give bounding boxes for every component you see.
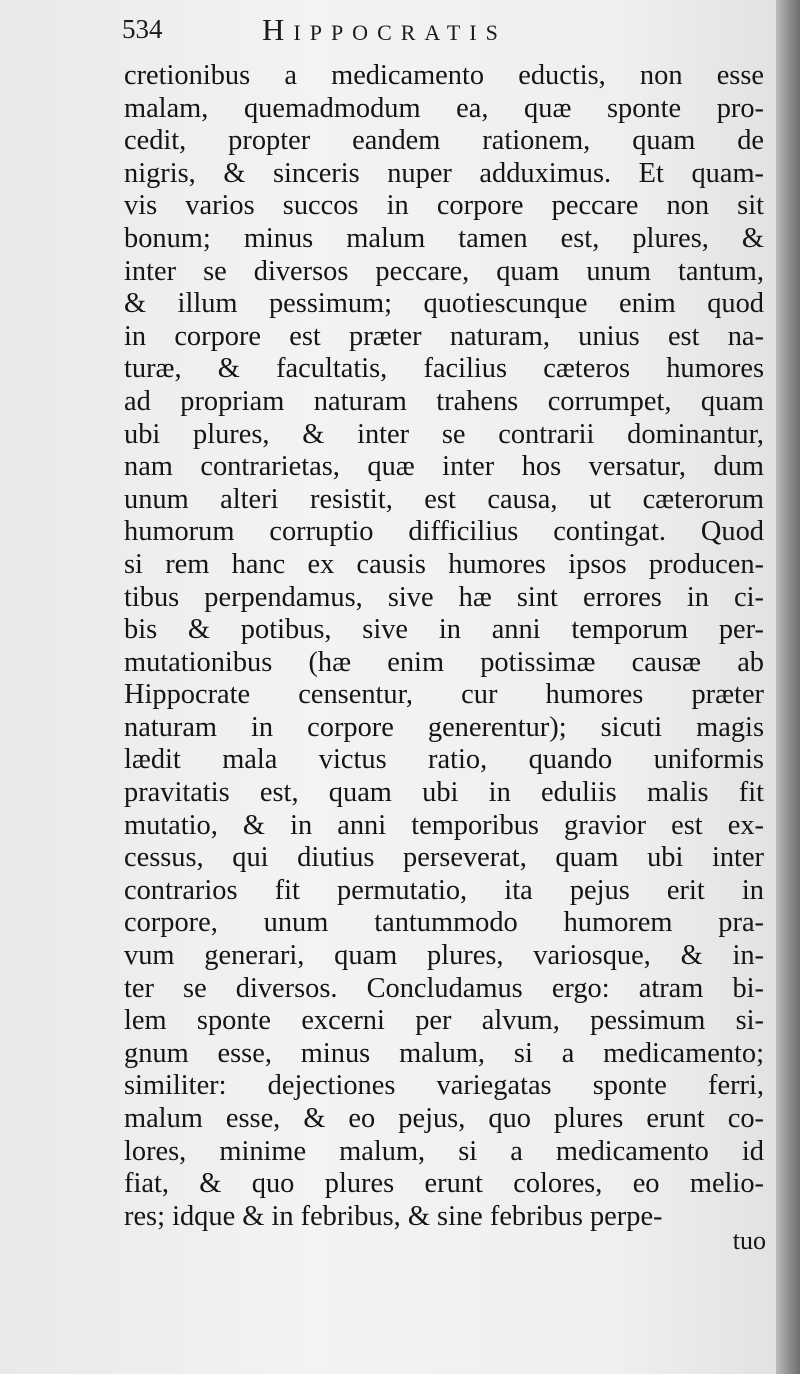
text-line: vis varios succos in corpore peccare non sit [124,190,764,222]
text-line: pravitatis est, quam ubi in eduliis malis fit [124,777,764,809]
text-line: similiter: dejectiones variegatas sponte ferri, [124,1070,764,1102]
text-line: inter se diversos peccare, quam unum tantum, [124,255,764,287]
text-line: vum generari, quam plures, variosque, & in- [124,940,764,972]
text-line: lædit mala victus ratio, quando uniformis [124,744,764,776]
text-line: humorum corruptio difficilius contingat. Quod [124,516,764,548]
text-line: ad propriam naturam trahens corrumpet, quam [124,385,764,417]
page-number: 534 [122,14,163,44]
text-line: turæ, & facultatis, facilius cæteros humores [124,353,764,385]
text-line: naturam in corpore generentur); sicuti magis [124,711,764,743]
text-line: contrarios fit permutatio, ita pejus erit in [124,874,764,906]
text-line: bis & potibus, sive in anni temporum per- [124,614,764,646]
text-line: fiat, & quo plures erunt colores, eo melio- [124,1168,764,1200]
text-line: mutationibus (hæ enim potissimæ causæ ab [124,646,764,678]
text-line: bonum; minus malum tamen est, plures, & [124,222,764,254]
text-line: corpore, unum tantummodo humorem pra- [124,907,764,939]
text-line: cretionibus a medicamento eductis, non esse [124,60,764,91]
running-head: Hippocratis [262,12,507,47]
text-line: res; idque & in febribus, & sine febribus perpe- [124,1200,663,1232]
text-line: in corpore est præter naturam, unius est na- [124,320,764,352]
page-header [122,12,762,52]
text-line: gnum esse, minus malum, si a medicamento; [124,1037,764,1069]
text-line: ter se diversos. Concludamus ergo: atram bi- [124,972,764,1004]
text-line: nigris, & sinceris nuper adduximus. Et quam- [124,157,764,189]
text-line: malam, quemadmodum ea, quæ sponte pro- [124,92,764,124]
text-line: nam contrarietas, quæ inter hos versatur, dum [124,451,764,483]
text-line: cedit, propter eandem rationem, quam de [124,125,764,157]
text-line: tibus perpendamus, sive hæ sint errores in ci- [124,581,764,613]
book-spine-edge [776,0,800,1374]
text-line: lores, minime malum, si a medicamento id [124,1135,764,1167]
body-text [124,60,764,1233]
catchword: tuo [732,1226,766,1255]
text-line: unum alteri resistit, est causa, ut cæterorum [124,483,764,515]
text-line: mutatio, & in anni temporibus gravior est ex- [124,809,764,841]
text-line: malum esse, & eo pejus, quo plures erunt co- [124,1103,764,1134]
text-line: ubi plures, & inter se contrarii dominantur, [124,418,764,450]
text-line: & illum pessimum; quotiescunque enim quod [124,288,764,320]
text-line: cessus, qui diutius perseverat, quam ubi inter [124,842,764,874]
text-line: Hippocrate censentur, cur humores præter [124,679,764,711]
text-line: lem sponte excerni per alvum, pessimum si- [124,1005,764,1037]
text-line: si rem hanc ex causis humores ipsos producen- [124,548,764,580]
